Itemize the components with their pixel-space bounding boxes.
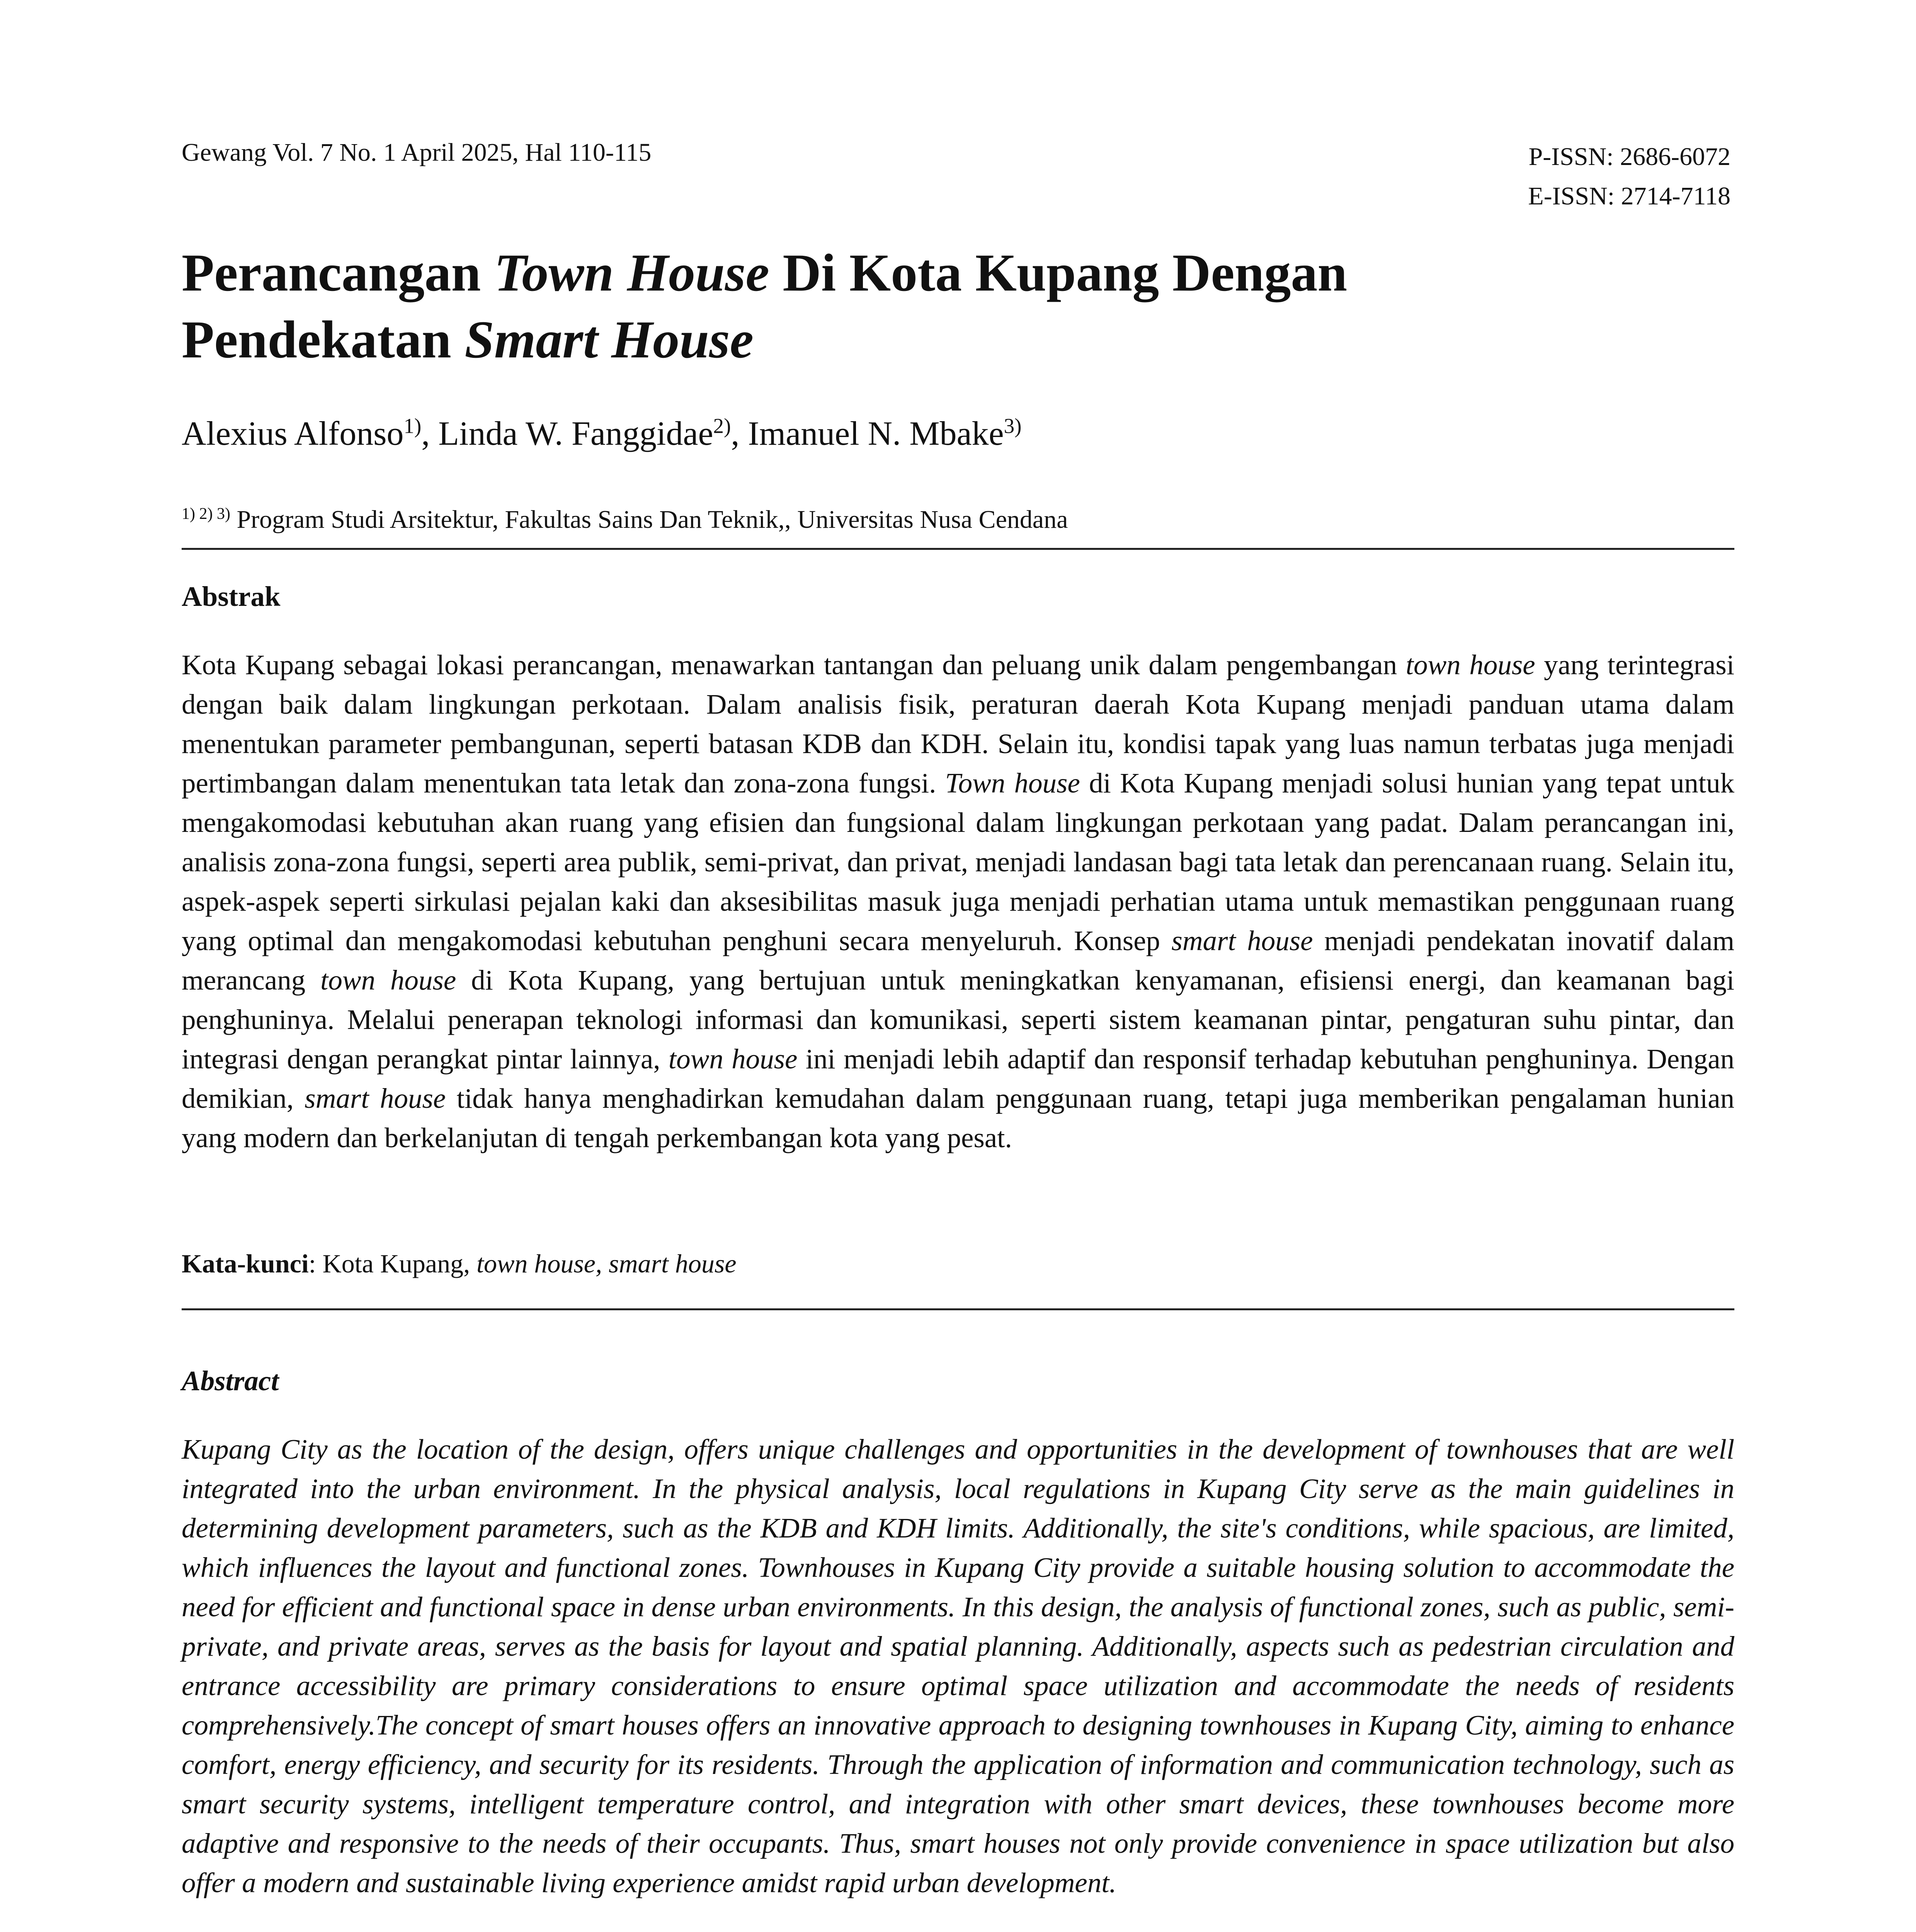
affiliation-marks: 1) 2) 3): [182, 505, 230, 523]
issn-block: [1528, 137, 1731, 216]
abstrak-text: Kota Kupang sebagai lokasi perancangan, menawarkan tantangan dan peluang unik dalam pengembangan: [182, 649, 1406, 680]
abstrak-italic: town house: [1406, 649, 1535, 680]
author-separator: ,: [421, 415, 439, 452]
author-affil-mark: 1): [403, 414, 422, 438]
title-part-italic: Smart House: [465, 310, 754, 369]
journal-header: Gewang Vol. 7 No. 1 April 2025, Hal 110-115: [182, 138, 652, 167]
author-name: Linda W. Fanggidae: [438, 415, 713, 452]
abstrak-text: ini menjadi lebih adaptif dan responsif terhadap kebutuhan penghuninya. Dengan demikian,: [182, 1043, 1734, 1114]
author-list: [182, 413, 1021, 454]
abstrak-italic: smart house: [305, 1083, 446, 1114]
kata-kunci-terms: town house, smart house: [476, 1249, 737, 1278]
abstrak-italic: town house: [320, 964, 456, 996]
title-part-italic: Town House: [494, 243, 769, 302]
author-name: Imanuel N. Mbake: [748, 415, 1004, 452]
paper-title: [182, 240, 1708, 373]
divider: [182, 548, 1734, 550]
author-separator: ,: [731, 415, 748, 452]
kata-kunci-label: Kata-kunci: [182, 1249, 309, 1278]
abstrak-text: yang terintegrasi dengan baik dalam lingkungan perkotaan. Dalam analisis fisik, peraturan daerah Kota Kupang menjadi panduan utama dalam menentukan parameter pembangunan, seperti batasan KDB dan KDH. Selain itu, kondisi tapak yang luas namun terbatas juga menjadi pertimbangan dalam menentukan tata letak dan zona-zona fungsi.: [182, 649, 1734, 799]
kata-kunci: [182, 1248, 737, 1280]
abstrak-italic: smart house: [1171, 925, 1313, 956]
abstrak-heading: Abstrak: [182, 581, 281, 612]
title-part: Di Kota Kupang Dengan: [769, 243, 1348, 302]
kata-kunci-text: : Kota Kupang,: [308, 1249, 477, 1278]
title-part: Perancangan: [182, 243, 494, 302]
author-affil-mark: 2): [713, 414, 731, 438]
abstrak-text: tidak hanya menghadirkan kemudahan dalam penggunaan ruang, tetapi juga memberikan pengalaman hunian yang modern dan berkelanjutan di tengah perkembangan kota yang pesat.: [182, 1083, 1734, 1153]
affiliation: [182, 504, 1068, 535]
divider: [182, 1308, 1734, 1310]
affiliation-text: Program Studi Arsitektur, Fakultas Sains Dan Teknik,, Universitas Nusa Cendana: [230, 505, 1068, 534]
abstrak-text: di Kota Kupang menjadi solusi hunian yang tepat untuk mengakomodasi kebutuhan akan ruang yang efisien dan fungsional dalam lingkungan perkotaan yang padat. Dalam perancangan ini, analisis zona-zona fungsi, seperti area publik, semi-privat, dan privat, menjadi landasan bagi tata letak dan perencanaan ruang. Selain itu, aspek-aspek seperti sirkulasi pejalan kaki dan aksesibilitas masuk juga menjadi perhatian utama untuk memastikan penggunaan ruang yang optimal dan mengakomodasi kebutuhan penghuni secara menyeluruh. Konsep: [182, 767, 1734, 956]
abstrak-text: menjadi pendekatan inovatif dalam merancang: [182, 925, 1734, 996]
abstrak-italic: Town house: [945, 767, 1080, 799]
p-issn: P-ISSN: 2686-6072: [1528, 143, 1731, 171]
abstract-body: Kupang City as the location of the design, offers unique challenges and opportunities in the development of townhouses that are well integrated into the urban environment. In the physical analysis, local regulations in Kupang City serve as the main guidelines in determining development parameters, such as the KDB and KDH limits. Additionally, the site's conditions, while spacious, are limited, which influences the layout and functional zones. Townhouses in Kupang City provide a suitable housing solution to accommodate the need for efficient and functional space in dense urban environments. In this design, the analysis of functional zones, such as public, semi-private, and private areas, serves as the basis for layout and spatial planning. Additionally, aspects such as pedestrian circulation and entrance accessibility are primary considerations to ensure optimal space utilization and accommodate the needs of residents comprehensively.The concept of smart houses offers an innovative approach to designing townhouses in Kupang City, aiming to enhance comfort, energy efficiency, and security for its residents. Through the application of information and communication technology, such as smart security systems, intelligent temperature control, and integration with other smart devices, these townhouses become more adaptive and responsive to the needs of their occupants. Thus, smart houses not only provide convenience in space utilization but also offer a modern and sustainable living experience amidst rapid urban development.: [182, 1434, 1734, 1898]
abstrak-text: di Kota Kupang, yang bertujuan untuk meningkatkan kenyamanan, efisiensi energi, dan keamanan bagi penghuninya. Melalui penerapan teknologi informasi dan komunikasi, seperti sistem keamanan pintar, pengaturan suhu pintar, dan integrasi dengan perangkat pintar lainnya,: [182, 964, 1734, 1075]
abstract-heading: Abstract: [182, 1365, 279, 1396]
abstrak-italic: town house: [668, 1043, 798, 1075]
abstrak-body: [182, 645, 1734, 1158]
title-part: Pendekatan: [182, 310, 465, 369]
author-affil-mark: 3): [1004, 414, 1022, 438]
e-issn: E-ISSN: 2714-7118: [1528, 182, 1731, 211]
author-name: Alexius Alfonso: [182, 415, 404, 452]
